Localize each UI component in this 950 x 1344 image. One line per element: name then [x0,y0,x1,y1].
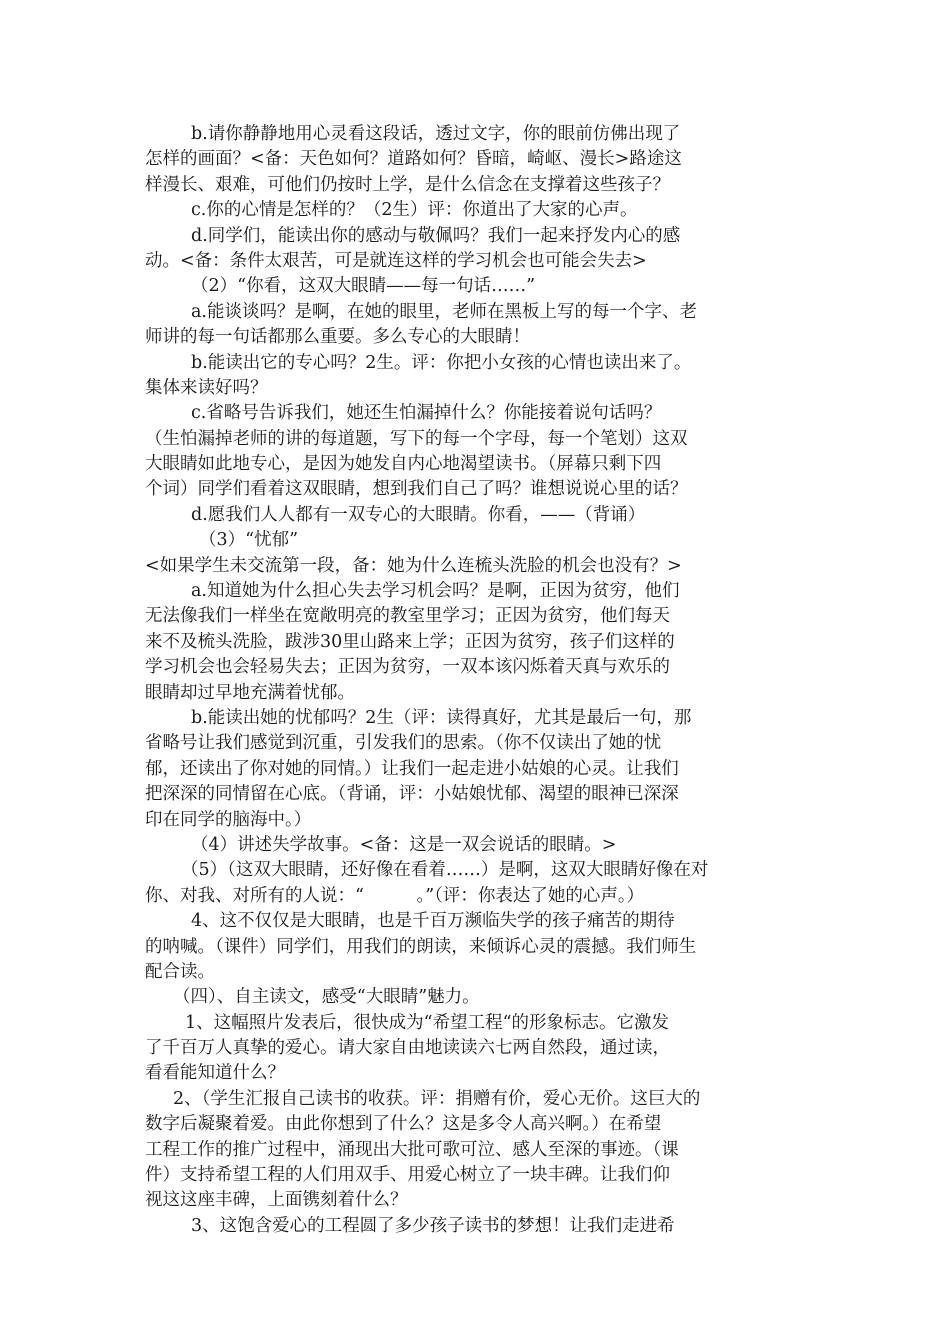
text-line: 学习机会也会轻易失去；正因为贫穷，一双本该闪烁着天真与欢乐的 [145,657,670,678]
text-line: （4）讲述失学故事。<备：这是一双会说话的眼睛。> [191,834,617,855]
text-line: b.请你静静地用心灵看这段话，透过文字，你的眼前仿佛出现了 [191,124,681,144]
text-line: 大眼睛如此地专心，是因为她发自内心地渴望读书。（屏幕只剩下四 [145,454,662,475]
text-line: c.省略号告诉我们，她还生怕漏掉什么？你能接着说句话吗？ [191,403,662,424]
text-line: a.知道她为什么担心失去学习机会吗？是啊，正因为贫穷，他们 [191,581,680,602]
text-line: （5）（这双大眼睛，还好像在看着……）是啊，这双大眼睛好像在对 [181,860,709,881]
text-line: 眼睛却过早地充满着忧郁。 [145,682,355,703]
text-line: 了千百万人真挚的爱心。请大家自由地读读六七两自然段，通过读， [145,1038,670,1059]
text-line: 数字后凝聚着爱。由此你想到了什么？这是多令人高兴啊。）在希望 [145,1114,662,1135]
text-line: b.能读出她的忧郁吗？2生（评：读得真好，尤其是最后一句，那 [191,707,692,728]
text-line: （3）“忧郁” [199,530,299,551]
text-line: 你、对我、对所有的人说：“ 。”（评：你表达了她的心声。） [145,885,645,906]
text-line: 省略号让我们感觉到沉重，引发我们的思索。（你不仅读出了她的忧 [145,733,662,754]
text-line: <如果学生未交流第一段，备：她为什么连梳头洗脸的机会也没有？> [145,555,682,576]
text-line: 的呐喊。（课件）同学们，用我们的朗读，来倾诉心灵的震撼。我们师生 [145,936,697,957]
text-line: b.能读出它的专心吗？2生。评：你把小女孩的心情也读出来了。 [191,352,692,373]
text-line: 个词）同学们看着这双眼睛，想到我们自己了吗？谁想说说心里的话？ [145,479,688,500]
text-line: 动。<备：条件太艰苦，可是就连这样的学习机会也可能会失去> [145,250,647,271]
text-line: （2）“你看，这双大眼睛——每一句话……” [191,276,536,297]
text-line: 师讲的每一句话都那么重要。多么专心的大眼睛！ [145,327,530,348]
text-line: 工程工作的推广过程中，涌现出大批可歌可泣、感人至深的事迹。（课 [145,1139,679,1160]
text-line: 来不及梳头洗脸，跋涉30里山路来上学；正因为贫穷，孩子们这样的 [145,631,675,652]
text-line: 印在同学的脑海中。） [145,809,312,830]
text-line: 郁，还读出了你对她的同情。）让我们一起走进小姑娘的心灵。让我们 [145,758,679,779]
text-line: 无法像我们一样坐在宽敞明亮的教室里学习；正因为贫穷，他们每天 [145,606,670,627]
text-line: （生怕漏掉老师的讲的每道题，写下的每一个字母，每一个笔划）这双 [145,428,688,449]
text-line: 1、这幅照片发表后，很快成为“希望工程“的形象标志。它激发 [185,1012,670,1033]
text-line: 配合读。 [145,961,215,982]
text-line: 看看能知道什么？ [145,1063,285,1084]
text-line: 4、这不仅仅是大眼睛，也是千百万濒临失学的孩子痛苦的期待 [191,911,675,932]
text-line: 把深深的同情留在心底。（背诵，评：小姑娘忧郁、渴望的眼神已深深 [145,784,679,805]
text-line: 3、这饱含爱心的工程圆了多少孩子读书的梦想！让我们走进希 [191,1215,675,1236]
text-line: 集体来读好吗？ [145,377,268,398]
text-line: d.同学们，能读出你的感动与敬佩吗？我们一起来抒发内心的感 [191,225,681,246]
text-line: 怎样的画面？<备：天色如何？道路如何？昏暗，崎岖、漫长>路途这 [145,149,682,170]
text-line: d.愿我们人人都有一双专心的大眼睛。你看，——（背诵） [191,504,646,525]
text-line: 样漫长、艰难，可他们仍按时上学，是什么信念在支撑着这些孩子？ [145,174,670,195]
document-body [145,122,809,1239]
text-line: c.你的心情是怎样的？（2生）评：你道出了大家的心声。 [191,200,638,221]
text-line: 件）支持希望工程的人们用双手、用爱心树立了一块丰碑。让我们仰 [145,1165,670,1186]
text-line: 2、（学生汇报自己读书的收获。评：捐赠有价，爱心无价。这巨大的 [173,1088,701,1109]
text-line: （四）、自主读文，感受“大眼睛”魅力。 [173,987,480,1008]
text-line: a.能谈谈吗？是啊，在她的眼里，老师在黑板上写的每一个字、老 [191,301,697,322]
text-line: 视这这座丰碑，上面镌刻着什么？ [145,1190,408,1211]
